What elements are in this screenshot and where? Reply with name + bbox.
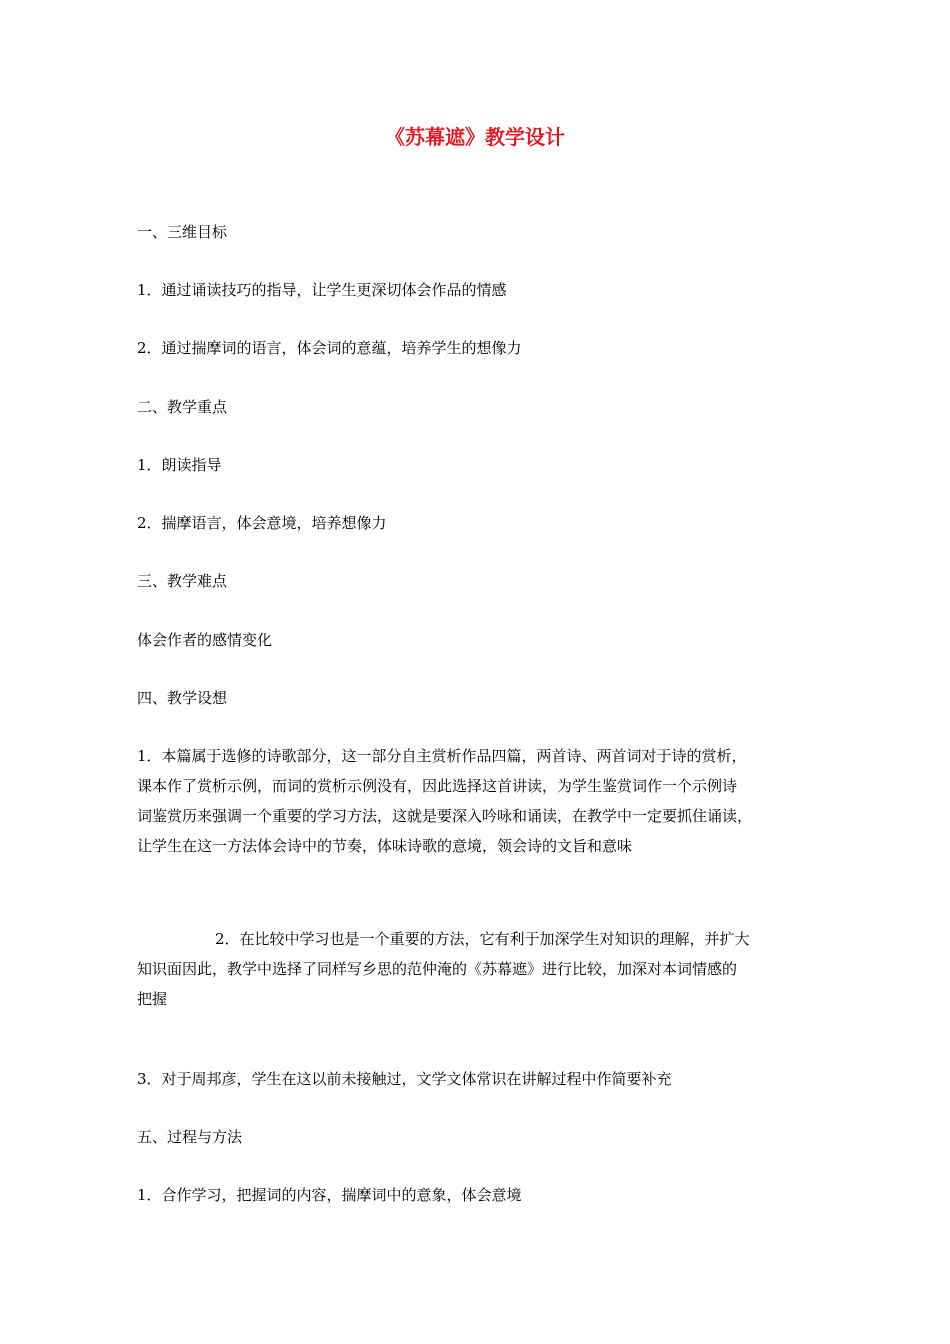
- document-title: 《苏幕遮》教学设计: [385, 125, 565, 149]
- key-point-1: 1．朗读指导: [137, 456, 222, 474]
- difficulty-text: 体会作者的感情变化: [137, 631, 273, 649]
- paragraph-line: 知识面因此，教学中选择了同样写乡思的范仲淹的《苏幕遮》进行比较，加深对本词情感的: [137, 960, 738, 978]
- paragraph-line: 把握: [137, 990, 168, 1008]
- process-item-1: 1．合作学习，把握词的内容，揣摩词中的意象，体会意境: [137, 1186, 522, 1204]
- section-heading-key-points: 二、教学重点: [137, 398, 228, 416]
- paragraph-line: 2．在比较中学习也是一个重要的方法，它有利于加深学生对知识的理解，并扩大: [215, 930, 750, 948]
- paragraph-line: 词鉴赏历来强调一个重要的学习方法，这就是要深入吟咏和诵读，在教学中一定要抓住诵读，: [137, 807, 753, 825]
- section-heading-process: 五、过程与方法: [137, 1128, 243, 1146]
- section-heading-design: 四、教学设想: [137, 689, 228, 707]
- section-heading-difficulties: 三、教学难点: [137, 572, 228, 590]
- goal-item-2: 2．通过揣摩词的语言，体会词的意蕴，培养学生的想像力: [137, 339, 522, 357]
- design-paragraph-3: 3．对于周邦彦，学生在这以前未接触过，文学文体常识在讲解过程中作简要补充: [137, 1070, 672, 1088]
- goal-item-1: 1．通过诵读技巧的指导，让学生更深切体会作品的情感: [137, 281, 507, 299]
- key-point-2: 2．揣摩语言，体会意境，培养想像力: [137, 514, 387, 532]
- paragraph-line: 课本作了赏析示例，而词的赏析示例没有，因此选择这首讲读，为学生鉴赏词作一个示例诗: [137, 777, 738, 795]
- design-paragraph-2: [137, 924, 827, 1014]
- paragraph-line: 让学生在这一方法体会诗中的节奏，体味诗歌的意境，领会诗的文旨和意味: [137, 837, 633, 855]
- paragraph-line: 1．本篇属于选修的诗歌部分，这一部分自主赏析作品四篇，两首诗、两首词对于诗的赏析，: [137, 747, 747, 765]
- section-heading-goals: 一、三维目标: [137, 223, 228, 241]
- design-paragraph-1: [137, 741, 827, 861]
